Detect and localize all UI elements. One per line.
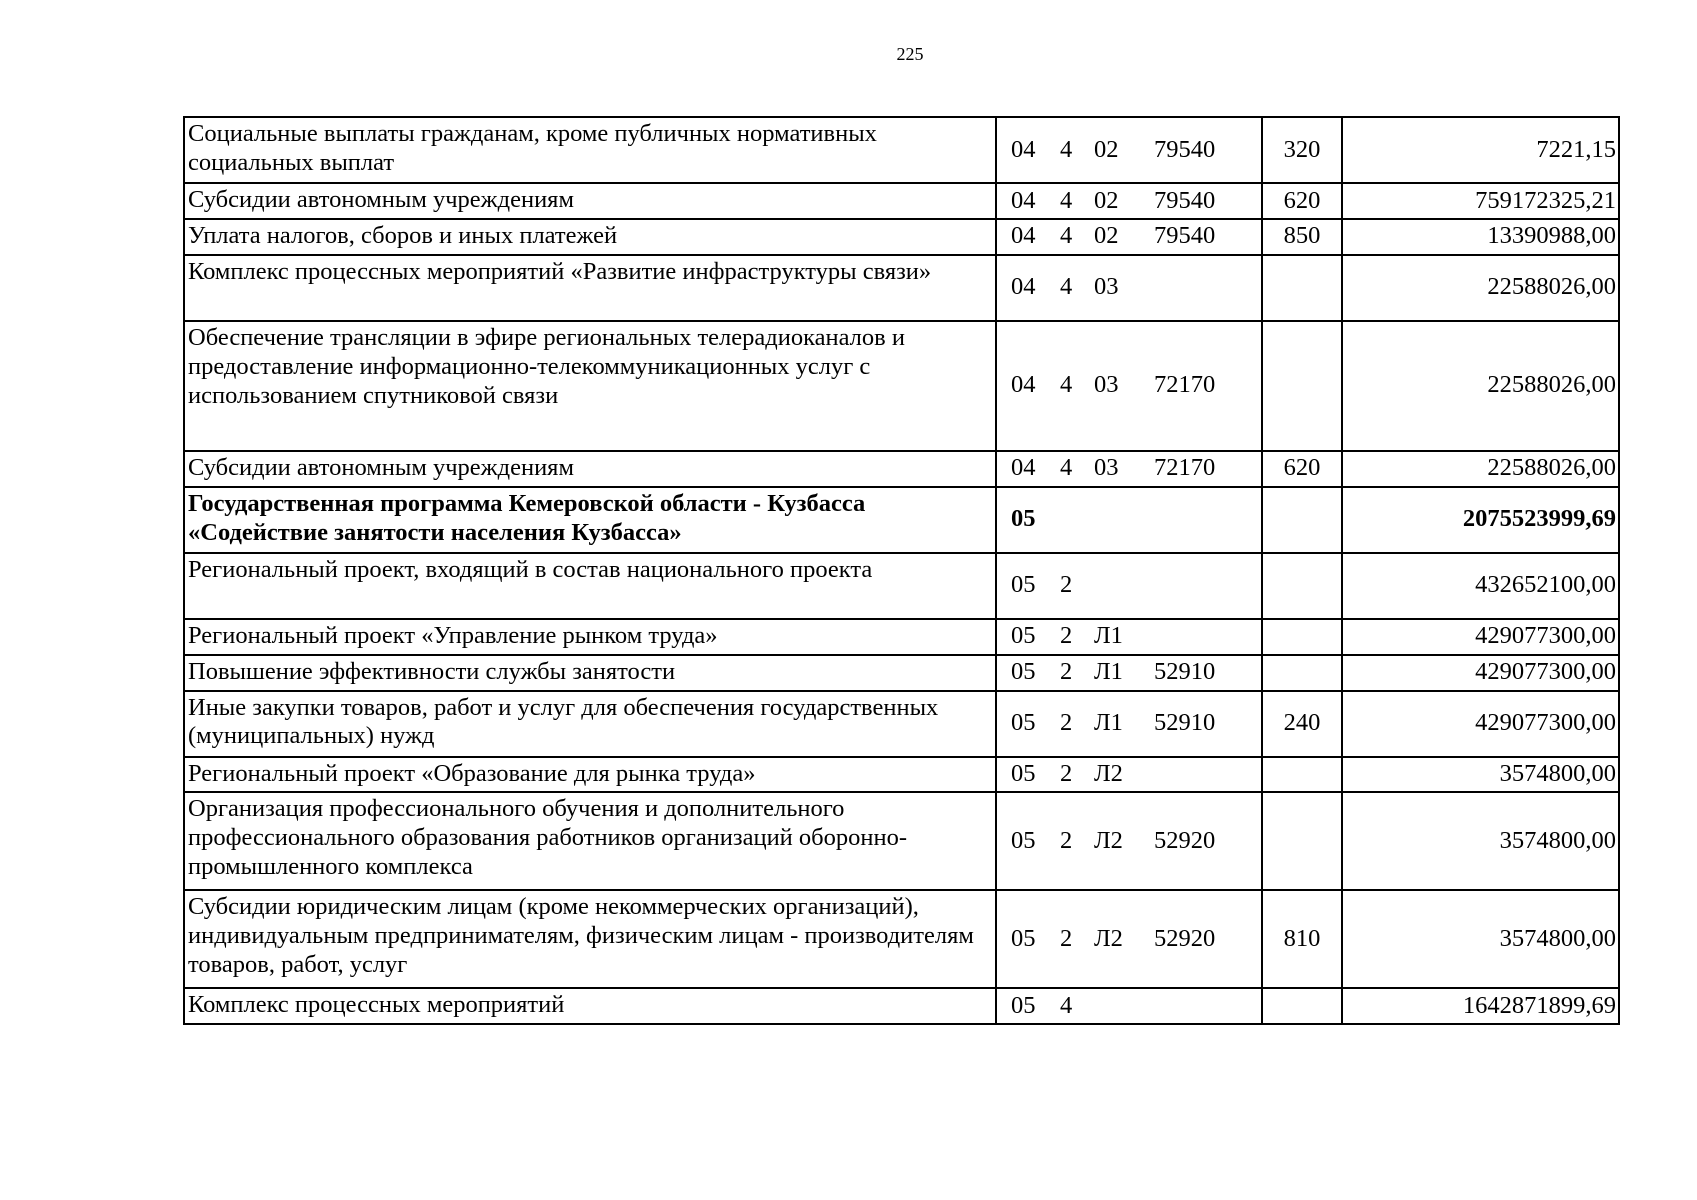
code-part-c3: 02 xyxy=(1094,222,1119,250)
code-part-c2: 4 xyxy=(1060,371,1073,399)
expense-type-cell xyxy=(1262,619,1342,655)
amount-cell: 1642871899,69 xyxy=(1342,988,1619,1024)
classification-code-cell xyxy=(996,487,1262,553)
classification-code-cell xyxy=(996,890,1262,988)
row-name-cell: Региональный проект «Управление рынком труда» xyxy=(184,619,996,655)
code-part-c2: 4 xyxy=(1060,991,1073,1019)
code-part-c4: 52910 xyxy=(1154,709,1216,737)
classification-code-cell xyxy=(996,219,1262,255)
classification-code-cell xyxy=(996,553,1262,619)
code-part-c1: 05 xyxy=(1011,658,1036,686)
table-row xyxy=(184,321,1619,451)
amount-cell: 3574800,00 xyxy=(1342,890,1619,988)
classification-code-cell xyxy=(996,691,1262,757)
code-part-c2: 4 xyxy=(1060,273,1073,301)
code-part-c2: 2 xyxy=(1060,709,1073,737)
table-row xyxy=(184,655,1619,691)
table-row xyxy=(184,691,1619,757)
expense-type-cell xyxy=(1262,792,1342,890)
row-name-cell: Региональный проект «Образование для рынка труда» xyxy=(184,757,996,793)
row-name-cell: Региональный проект, входящий в состав национального проекта xyxy=(184,553,996,619)
page-number: 225 xyxy=(896,44,924,64)
code-part-c3: 03 xyxy=(1094,371,1119,399)
code-part-c3: Л2 xyxy=(1094,826,1123,854)
table-row xyxy=(184,487,1619,553)
code-part-c2: 4 xyxy=(1060,454,1073,482)
table-row xyxy=(184,890,1619,988)
code-part-c3: 03 xyxy=(1094,454,1119,482)
code-part-c4: 79540 xyxy=(1154,186,1216,214)
amount-cell: 3574800,00 xyxy=(1342,757,1619,793)
expense-type-cell xyxy=(1262,487,1342,553)
code-part-c1: 04 xyxy=(1011,186,1036,214)
amount-cell: 22588026,00 xyxy=(1342,321,1619,451)
code-part-c2: 2 xyxy=(1060,760,1073,788)
expense-type-cell: 620 xyxy=(1262,451,1342,487)
expense-type-cell xyxy=(1262,255,1342,321)
amount-cell: 22588026,00 xyxy=(1342,255,1619,321)
code-part-c4: 52920 xyxy=(1154,826,1216,854)
code-part-c1: 05 xyxy=(1011,622,1036,650)
classification-code-cell xyxy=(996,183,1262,219)
amount-cell: 22588026,00 xyxy=(1342,451,1619,487)
code-part-c1: 05 xyxy=(1011,505,1036,533)
row-name-cell: Обеспечение трансляции в эфире региональных телерадиоканалов и предоставление информационно-телекоммуникационных услуг с использованием спутниковой связи xyxy=(184,321,996,451)
expense-type-cell: 240 xyxy=(1262,691,1342,757)
code-part-c1: 04 xyxy=(1011,135,1036,163)
expense-type-cell: 850 xyxy=(1262,219,1342,255)
row-name-cell: Субсидии автономным учреждениям xyxy=(184,183,996,219)
code-part-c3: 02 xyxy=(1094,135,1119,163)
code-part-c2: 2 xyxy=(1060,658,1073,686)
expense-type-cell xyxy=(1262,321,1342,451)
table-row xyxy=(184,219,1619,255)
amount-cell: 429077300,00 xyxy=(1342,691,1619,757)
code-part-c1: 04 xyxy=(1011,371,1036,399)
amount-cell: 432652100,00 xyxy=(1342,553,1619,619)
classification-code-cell xyxy=(996,988,1262,1024)
expense-type-cell xyxy=(1262,757,1342,793)
row-name-cell: Уплата налогов, сборов и иных платежей xyxy=(184,219,996,255)
classification-code-cell xyxy=(996,655,1262,691)
classification-code-cell xyxy=(996,619,1262,655)
table-row xyxy=(184,255,1619,321)
code-part-c2: 2 xyxy=(1060,571,1073,599)
table-row xyxy=(184,988,1619,1024)
code-part-c1: 05 xyxy=(1011,924,1036,952)
classification-code-cell xyxy=(996,757,1262,793)
code-part-c4: 52920 xyxy=(1154,924,1216,952)
row-name-cell: Субсидии автономным учреждениям xyxy=(184,451,996,487)
budget-table xyxy=(183,116,1620,1025)
amount-cell: 7221,15 xyxy=(1342,117,1619,183)
table-row xyxy=(184,451,1619,487)
code-part-c3: Л2 xyxy=(1094,924,1123,952)
code-part-c3: Л1 xyxy=(1094,709,1123,737)
row-name-cell: Организация профессионального обучения и дополнительного профессионального образования работников организаций оборонно-промышленного комплекса xyxy=(184,792,996,890)
code-part-c3: Л2 xyxy=(1094,760,1123,788)
row-name-cell: Комплекс процессных мероприятий xyxy=(184,988,996,1024)
code-part-c1: 05 xyxy=(1011,760,1036,788)
table-row xyxy=(184,619,1619,655)
table-row xyxy=(184,183,1619,219)
code-part-c3: Л1 xyxy=(1094,658,1123,686)
table-row xyxy=(184,792,1619,890)
classification-code-cell xyxy=(996,255,1262,321)
classification-code-cell xyxy=(996,117,1262,183)
code-part-c3: 03 xyxy=(1094,273,1119,301)
code-part-c1: 05 xyxy=(1011,991,1036,1019)
row-name-cell: Повышение эффективности службы занятости xyxy=(184,655,996,691)
amount-cell: 429077300,00 xyxy=(1342,619,1619,655)
row-name-cell: Социальные выплаты гражданам, кроме публичных нормативных социальных выплат xyxy=(184,117,996,183)
code-part-c2: 2 xyxy=(1060,622,1073,650)
code-part-c1: 04 xyxy=(1011,273,1036,301)
code-part-c1: 05 xyxy=(1011,571,1036,599)
amount-cell: 759172325,21 xyxy=(1342,183,1619,219)
amount-cell: 3574800,00 xyxy=(1342,792,1619,890)
table-row xyxy=(184,117,1619,183)
code-part-c4: 79540 xyxy=(1154,222,1216,250)
code-part-c2: 4 xyxy=(1060,222,1073,250)
amount-cell: 2075523999,69 xyxy=(1342,487,1619,553)
code-part-c2: 4 xyxy=(1060,186,1073,214)
code-part-c2: 4 xyxy=(1060,135,1073,163)
table-row xyxy=(184,757,1619,793)
code-part-c1: 05 xyxy=(1011,709,1036,737)
row-name-cell: Иные закупки товаров, работ и услуг для обеспечения государственных (муниципальных) нужд xyxy=(184,691,996,757)
table-row xyxy=(184,553,1619,619)
code-part-c1: 05 xyxy=(1011,826,1036,854)
code-part-c2: 2 xyxy=(1060,924,1073,952)
code-part-c4: 72170 xyxy=(1154,454,1216,482)
code-part-c1: 04 xyxy=(1011,454,1036,482)
code-part-c1: 04 xyxy=(1011,222,1036,250)
expense-type-cell: 320 xyxy=(1262,117,1342,183)
expense-type-cell: 620 xyxy=(1262,183,1342,219)
code-part-c2: 2 xyxy=(1060,826,1073,854)
classification-code-cell xyxy=(996,321,1262,451)
code-part-c3: 02 xyxy=(1094,186,1119,214)
classification-code-cell xyxy=(996,451,1262,487)
row-name-cell: Государственная программа Кемеровской области - Кузбасса «Содействие занятости населения Кузбасса» xyxy=(184,487,996,553)
classification-code-cell xyxy=(996,792,1262,890)
row-name-cell: Комплекс процессных мероприятий «Развитие инфраструктуры связи» xyxy=(184,255,996,321)
code-part-c4: 52910 xyxy=(1154,658,1216,686)
amount-cell: 429077300,00 xyxy=(1342,655,1619,691)
expense-type-cell: 810 xyxy=(1262,890,1342,988)
expense-type-cell xyxy=(1262,988,1342,1024)
row-name-cell: Субсидии юридическим лицам (кроме некоммерческих организаций), индивидуальным предпринимателям, физическим лицам - производителям товаров, работ, услуг xyxy=(184,890,996,988)
code-part-c4: 72170 xyxy=(1154,371,1216,399)
code-part-c4: 79540 xyxy=(1154,135,1216,163)
amount-cell: 13390988,00 xyxy=(1342,219,1619,255)
expense-type-cell xyxy=(1262,553,1342,619)
code-part-c3: Л1 xyxy=(1094,622,1123,650)
expense-type-cell xyxy=(1262,655,1342,691)
